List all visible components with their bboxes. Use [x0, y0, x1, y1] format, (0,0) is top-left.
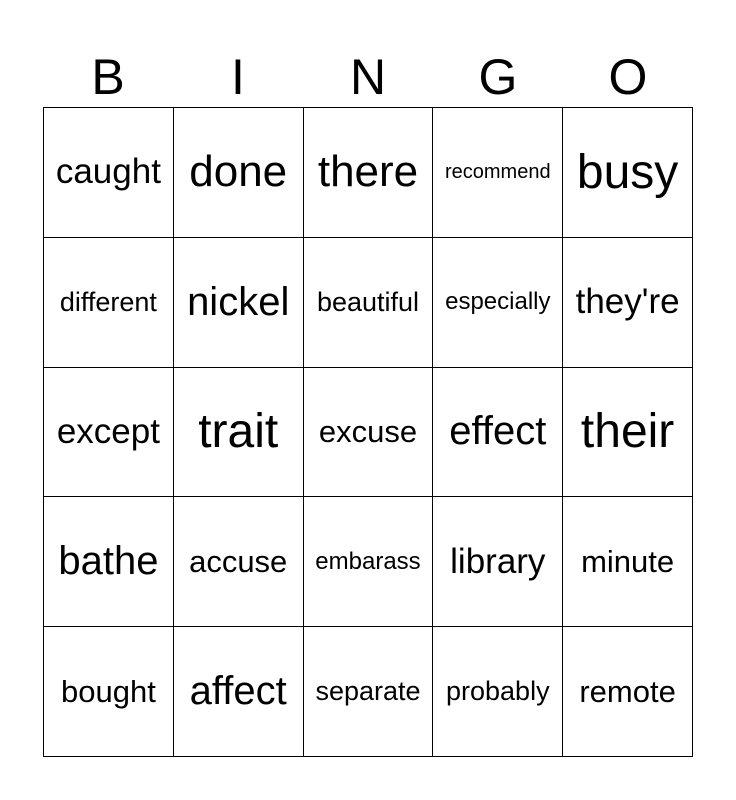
header-letter-o: O [608, 49, 648, 105]
bingo-cell[interactable]: affect [174, 627, 304, 757]
bingo-cell[interactable]: trait [174, 368, 304, 498]
bingo-cell[interactable]: there [304, 108, 434, 238]
bingo-cell[interactable]: remote [563, 627, 693, 757]
bingo-cell[interactable]: done [174, 108, 304, 238]
bingo-cell[interactable]: bought [44, 627, 174, 757]
bingo-cell[interactable]: embarass [304, 497, 434, 627]
bingo-cell[interactable]: nickel [174, 238, 304, 368]
bingo-board [43, 107, 693, 757]
bingo-cell[interactable]: busy [563, 108, 693, 238]
bingo-header [43, 48, 693, 106]
header-letter-n: N [349, 49, 387, 105]
bingo-cell[interactable]: bathe [44, 497, 174, 627]
bingo-cell[interactable]: especially [433, 238, 563, 368]
bingo-cell[interactable]: excuse [304, 368, 434, 498]
bingo-cell[interactable]: they're [563, 238, 693, 368]
bingo-cell[interactable]: effect [433, 368, 563, 498]
bingo-cell[interactable]: recommend [433, 108, 563, 238]
bingo-cell[interactable]: separate [304, 627, 434, 757]
bingo-cell[interactable]: minute [563, 497, 693, 627]
header-letter-g: G [478, 49, 518, 105]
bingo-cell[interactable]: their [563, 368, 693, 498]
bingo-cell[interactable]: different [44, 238, 174, 368]
bingo-cell[interactable]: accuse [174, 497, 304, 627]
bingo-cell[interactable]: caught [44, 108, 174, 238]
bingo-cell[interactable]: except [44, 368, 174, 498]
header-letter-b: B [91, 49, 125, 105]
bingo-cell[interactable]: library [433, 497, 563, 627]
header-letter-i: I [231, 49, 245, 105]
bingo-cell[interactable]: beautiful [304, 238, 434, 368]
bingo-cell[interactable]: probably [433, 627, 563, 757]
